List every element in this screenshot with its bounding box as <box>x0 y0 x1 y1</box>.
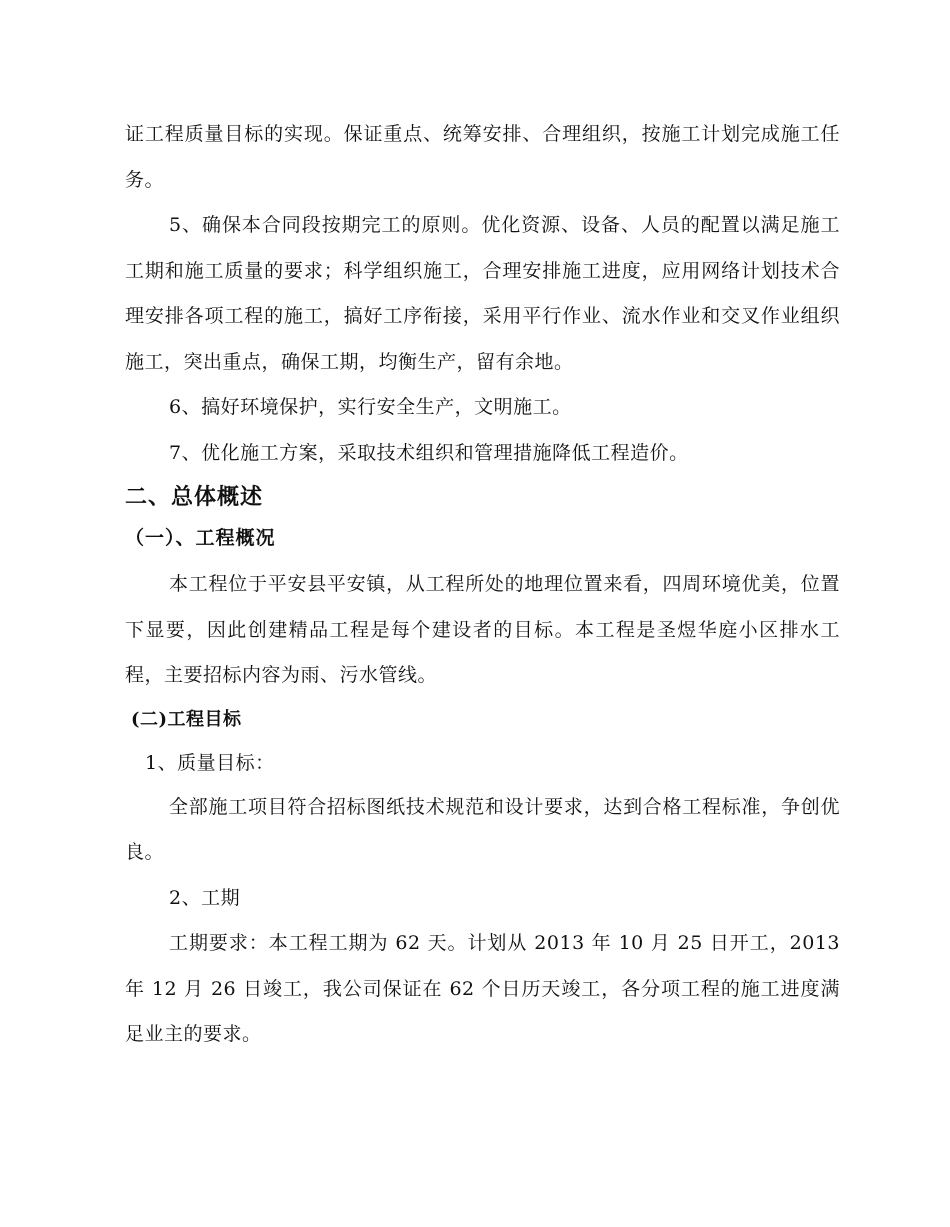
subsection-heading-project-goals: (二)工程目标 <box>131 708 242 730</box>
paragraph-item-6: 6、搞好环境保护，实行安全生产，文明施工。 <box>169 396 572 418</box>
subsection-heading-project-overview: （一）、工程概况 <box>125 527 276 549</box>
document-page <box>125 112 840 1058</box>
section-heading-overview: 二、总体概述 <box>125 485 264 510</box>
paragraph-intro: 证工程质量目标的实现。保证重点、统筹安排、合理组织，按施工计划完成施工任务。 <box>125 123 840 191</box>
paragraph-item-7: 7、优化施工方案，采取技术组织和管理措施降低工程造价。 <box>169 441 689 464</box>
paragraph-project-overview: 本工程位于平安县平安镇，从工程所处的地理位置来看，四周环境优美，位置下显要，因此创建精品工程是每个建设者的目标。本工程是圣煜华庭小区排水工程，主要招标内容为雨、污水管线。 <box>125 573 840 686</box>
paragraph-item-5: 5、确保本合同段按期完工的原则。优化资源、设备、人员的配置以满足施工工期和施工质量的要求；科学组织施工，合理安排施工进度，应用网络计划技术合理安排各项工程的施工，搞好工序衔接，采用平行作业、流水作业和交叉作业组织施工，突出重点，确保工期，均衡生产，留有余地。 <box>125 214 840 373</box>
quality-goal-title: 1、质量目标： <box>145 751 275 774</box>
paragraph-period: 工期要求：本工程工期为 62 天。计划从 2013 年 10 月 25 日开工，2013 年 12 月 26 日竣工，我公司保证在 62 个日历天竣工，各分项工程的施工进度满足业主的要求。 <box>125 932 840 1045</box>
period-title: 2、工期 <box>169 886 241 909</box>
paragraph-quality-goal: 全部施工项目符合招标图纸技术规范和设计要求，达到合格工程标准，争创优良。 <box>125 795 840 863</box>
